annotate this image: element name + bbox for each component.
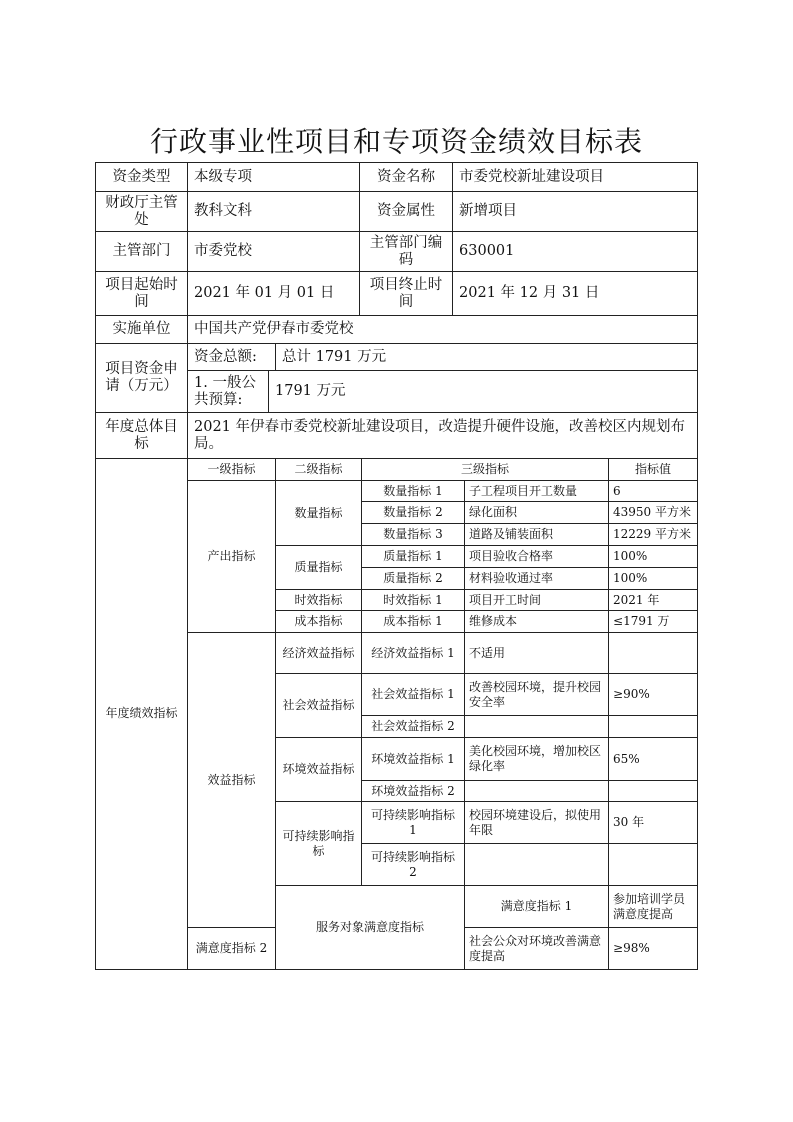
cost-indicator-label: 成本指标	[276, 611, 362, 633]
start-date-value: 2021 年 01 月 01 日	[188, 272, 360, 316]
finance-dept-label: 财政厅主管处	[96, 192, 188, 232]
end-date-value: 2021 年 12 月 31 日	[453, 272, 698, 316]
indicator-name: 可持续影响指标 2	[362, 844, 465, 886]
quantity-indicator-label: 数量指标	[276, 481, 362, 546]
project-info-table	[95, 162, 698, 459]
indicator-name: 数量指标 1	[362, 481, 465, 502]
indicator-name: 时效指标 1	[362, 590, 465, 611]
indicator-value: ≥98%	[609, 928, 698, 970]
indicator-description: 校园环境建设后，拟使用年限	[465, 802, 609, 844]
page-title: 行政事业性项目和专项资金绩效目标表	[149, 125, 643, 158]
indicator-value	[609, 716, 698, 738]
environmental-benefit-label: 环境效益指标	[276, 738, 362, 802]
end-date-label: 项目终止时间	[360, 272, 453, 316]
header-level1: 一级指标	[188, 459, 276, 481]
indicator-name: 环境效益指标 1	[362, 738, 465, 781]
indicator-description: 子工程项目开工数量	[465, 481, 609, 502]
total-funds-value: 总计 1791 万元	[276, 344, 698, 371]
indicator-description: 道路及铺装面积	[465, 524, 609, 546]
indicator-value: ≤1791 万	[609, 611, 698, 633]
indicator-name: 经济效益指标 1	[362, 633, 465, 674]
dept-code-label: 主管部门编码	[360, 232, 453, 272]
indicator-name: 成本指标 1	[362, 611, 465, 633]
quality-indicator-label: 质量指标	[276, 546, 362, 590]
social-benefit-label: 社会效益指标	[276, 674, 362, 738]
fund-type-label: 资金类型	[96, 163, 188, 192]
indicator-name: 满意度指标 2	[188, 928, 276, 970]
indicator-description	[465, 844, 609, 886]
indicator-description: 项目验收合格率	[465, 546, 609, 568]
total-funds-label: 资金总额:	[188, 344, 276, 371]
implementing-unit-label: 实施单位	[96, 316, 188, 344]
fund-attr-value: 新增项目	[453, 192, 698, 232]
indicator-value: 2021 年	[609, 590, 698, 611]
indicator-description: 社会公众对环境改善满意度提高	[465, 928, 609, 970]
indicator-description	[465, 781, 609, 802]
header-target-value: 指标值	[609, 459, 698, 481]
indicator-value: ≥90%	[609, 674, 698, 716]
dept-label: 主管部门	[96, 232, 188, 272]
header-level3: 三级指标	[362, 459, 609, 481]
indicator-value	[609, 781, 698, 802]
implementing-unit-value: 中国共产党伊春市委党校	[188, 316, 698, 344]
general-budget-value: 1791 万元	[269, 371, 698, 413]
indicator-value: 30 年	[609, 802, 698, 844]
indicator-name: 环境效益指标 2	[362, 781, 465, 802]
indicator-name: 数量指标 2	[362, 502, 465, 524]
indicator-description: 参加培训学员满意度提高	[609, 886, 698, 928]
indicator-value: 65%	[609, 738, 698, 781]
fund-name-value: 市委党校新址建设项目	[453, 163, 698, 192]
indicator-name: 质量指标 1	[362, 546, 465, 568]
indicator-name: 质量指标 2	[362, 568, 465, 590]
indicator-description: 美化校园环境，增加校区绿化率	[465, 738, 609, 781]
economic-benefit-label: 经济效益指标	[276, 633, 362, 674]
funding-request-label: 项目资金申请（万元）	[96, 344, 188, 413]
indicator-name: 社会效益指标 2	[362, 716, 465, 738]
indicator-value: 100%	[609, 568, 698, 590]
annual-goal-value: 2021 年伊春市委党校新址建设项目，改造提升硬件设施，改善校区内规划布局。	[188, 413, 698, 459]
sustainable-impact-label: 可持续影响指标	[276, 802, 362, 886]
indicator-value: 43950 平方米	[609, 502, 698, 524]
indicator-description: 不适用	[465, 633, 609, 674]
fund-name-label: 资金名称	[360, 163, 453, 192]
benefit-indicator-label: 效益指标	[188, 633, 276, 928]
indicator-value: 12229 平方米	[609, 524, 698, 546]
indicator-name: 满意度指标 1	[465, 886, 609, 928]
annual-performance-label: 年度绩效指标	[96, 459, 188, 970]
indicator-name: 社会效益指标 1	[362, 674, 465, 716]
fund-attr-label: 资金属性	[360, 192, 453, 232]
indicator-name: 数量指标 3	[362, 524, 465, 546]
indicator-value: 6	[609, 481, 698, 502]
indicator-description: 材料验收通过率	[465, 568, 609, 590]
satisfaction-indicator-label: 服务对象满意度指标	[276, 886, 465, 970]
general-budget-label: 1. 一般公共预算:	[188, 371, 269, 413]
indicator-name: 可持续影响指标 1	[362, 802, 465, 844]
indicator-description: 改善校园环境，提升校园安全率	[465, 674, 609, 716]
dept-code-value: 630001	[453, 232, 698, 272]
finance-dept-value: 教科文科	[188, 192, 360, 232]
performance-indicator-table	[95, 458, 698, 970]
indicator-description: 绿化面积	[465, 502, 609, 524]
start-date-label: 项目起始时间	[96, 272, 188, 316]
indicator-value: 100%	[609, 546, 698, 568]
indicator-description: 维修成本	[465, 611, 609, 633]
indicator-description: 项目开工时间	[465, 590, 609, 611]
fund-type-value: 本级专项	[188, 163, 360, 192]
annual-goal-label: 年度总体目标	[96, 413, 188, 459]
indicator-value	[609, 844, 698, 886]
output-indicator-label: 产出指标	[188, 481, 276, 633]
indicator-description	[465, 716, 609, 738]
header-level2: 二级指标	[276, 459, 362, 481]
dept-value: 市委党校	[188, 232, 360, 272]
timeliness-indicator-label: 时效指标	[276, 590, 362, 611]
indicator-value	[609, 633, 698, 674]
